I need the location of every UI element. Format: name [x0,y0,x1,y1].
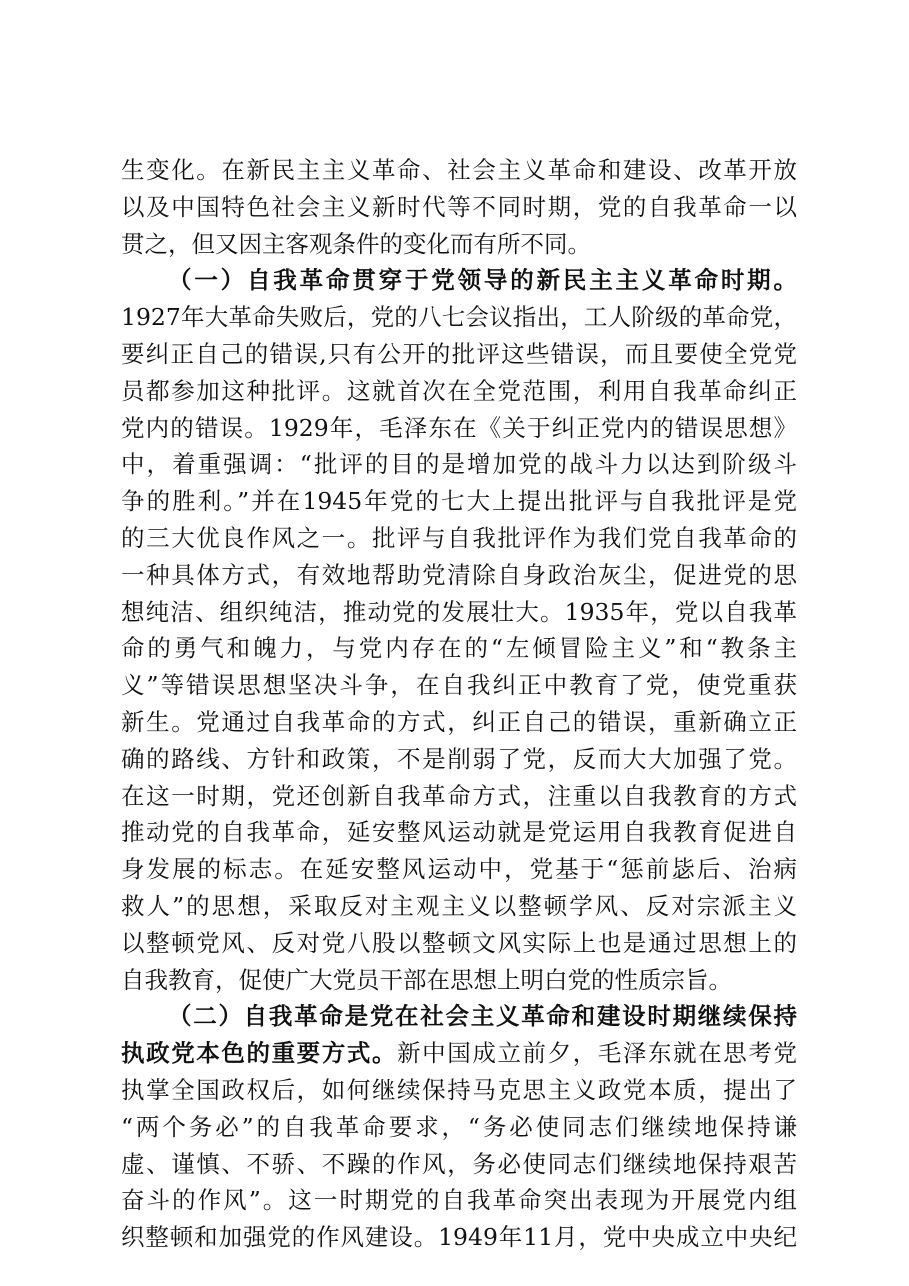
text-line: 以整顿党风、反对党八股以整顿文风实际上也是通过思想上的 [121,928,797,957]
text-line: 确的路线、方针和政策，不是削弱了党，反而大大加强了党。 [121,744,797,773]
text-line: 想纯洁、组织纯洁，推动党的发展壮大。1935年，党以自我革 [121,597,797,626]
text-line: 在这一时期，党还创新自我革命方式，注重以自我教育的方式 [121,781,797,810]
text-line: 贯之，但又因主客观条件的变化而有所不同。 [121,229,591,258]
text-line: 生变化。在新民主主义革命、社会主义革命和建设、改革开放 [121,156,797,184]
text-line: 执政党本色的重要方式。新中国成立前夕，毛泽东就在思考党 [121,1039,797,1068]
text-line: 自我教育，促使广大党员干部在思想上明白党的性质宗旨。 [121,965,732,994]
text-line: 争的胜利。”并在1945年党的七大上提出批评与自我批评是党 [121,487,797,516]
text-line: 的三大优良作风之一。批评与自我批评作为我们党自我革命的 [121,523,797,552]
text-line: 党内的错误。1929年，毛泽东在《关于纠正党内的错误思想》 [121,413,797,442]
text-line: 身发展的标志。在延安整风运动中，党基于“惩前毖后、治病 [121,855,797,884]
text-line: 虚、谨慎、不骄、不躁的作风，务必使同志们继续地保持艰苦 [121,1149,797,1178]
text-line: 中，着重强调：“批评的目的是增加党的战斗力以达到阶级斗 [121,450,797,479]
text-line: “两个务必”的自我革命要求，“务必使同志们继续地保持谦 [121,1112,797,1141]
text-line: 推动党的自我革命，延安整风运动就是党运用自我教育促进自 [121,818,797,847]
text-line: 奋斗的作风”。这一时期党的自我革命突出表现为开展党内组 [121,1186,797,1215]
text-line: 以及中国特色社会主义新时代等不同时期，党的自我革命一以 [121,192,797,221]
text-line: 义”等错误思想坚决斗争，在自我纠正中教育了党，使党重获 [121,671,797,700]
text-line: 1927年大革命失败后，党的八七会议指出，工人阶级的革命党， [121,303,797,332]
section-heading-2: （二）自我革命是党在社会主义革命和建设时期继续保持 [168,1002,797,1031]
text-line: 一种具体方式，有效地帮助党清除自身政治灰尘，促进党的思 [121,560,797,589]
text-line: 执掌全国政权后，如何继续保持马克思主义政党本质，提出了 [121,1075,797,1104]
text-line: 新生。党通过自我革命的方式，纠正自己的错误，重新确立正 [121,707,797,736]
section-heading-2-continued: 执政党本色的重要方式。 [121,1039,398,1068]
text-line: 要纠正自己的错误,只有公开的批评这些错误，而且要使全党党 [121,339,797,368]
text-line: 命的勇气和魄力，与党内存在的“左倾冒险主义”和“教条主 [121,634,797,663]
text-line: 织整顿和加强党的作风建设。1949年11月，党中央成立中央纪 [121,1223,797,1252]
body-text [121,152,797,1256]
text-line: 救人”的思想，采取反对主观主义以整顿学风、反对宗派主义 [121,891,797,920]
text-line: 员都参加这种批评。这就首次在全党范围，利用自我革命纠正 [121,376,797,405]
section-heading-1: （一）自我革命贯穿于党领导的新民主主义革命时期。 [168,266,797,295]
